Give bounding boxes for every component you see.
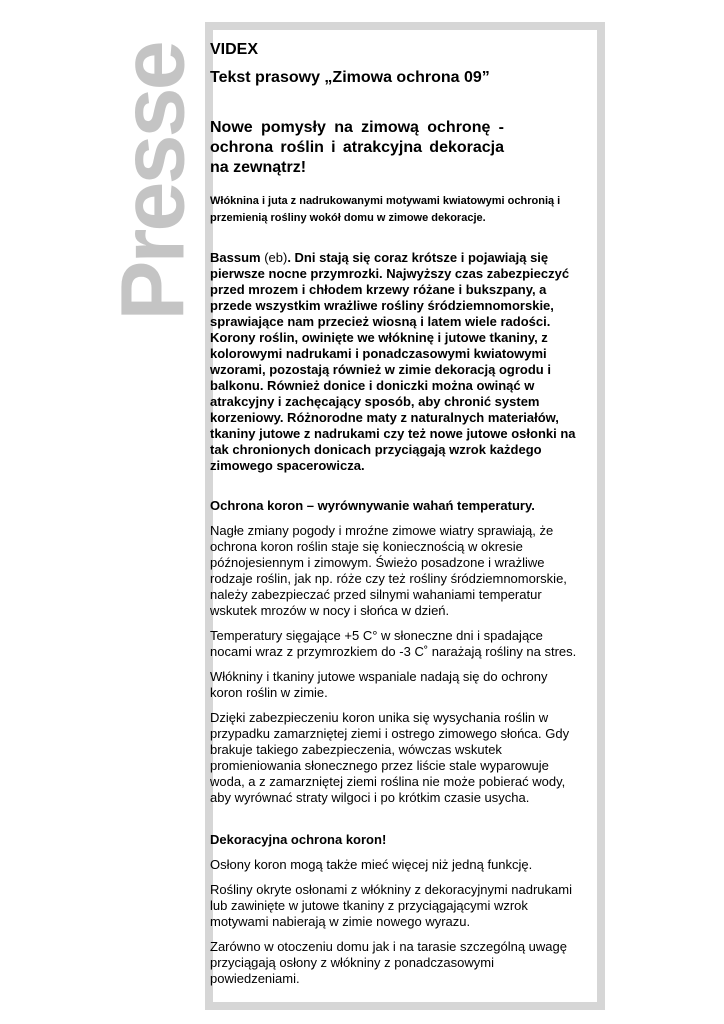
intro-paragraph xyxy=(210,250,582,474)
document-content xyxy=(210,40,582,987)
section1-paragraph: Dzięki zabezpieczeniu koron unika się wysychania roślin w przypadku zamarzniętej ziemi i ostrego zimowego słońca. Gdy brakuje takiego zabezpieczenia, wówczas wskutek promieniowania słonecznego przez liście stale wyparowuje woda, a z zamarzniętej ziemi roślina nie może pobierać wody, aby wyrównać straty wilgoci i po krótkim czasie usycha. xyxy=(210,710,570,805)
section2-paragraph: Osłony koron mogą także mieć więcej niż jedną funkcję. xyxy=(210,857,533,872)
intro-agency: (eb) xyxy=(260,250,288,265)
brand-name: VIDEX xyxy=(210,41,259,58)
section1-paragraph: Temperatury sięgające +5 C° w słoneczne dni i spadające nocami wraz z przymrozkiem do -3 C˚ narażają rośliny na stres. xyxy=(210,628,577,659)
section1-title: Ochrona koron – wyrównywanie wahań temperatury. xyxy=(210,498,535,513)
release-title: Tekst prasowy „Zimowa ochrona 09” xyxy=(210,69,490,86)
intro-place: Bassum xyxy=(210,250,261,265)
section1-paragraph: Włókniny i tkaniny jutowe wspaniale nadają się do ochrony koron roślin w zimie. xyxy=(210,669,548,700)
headline: Nowe pomysły na zimową ochronę - ochrona roślin i atrakcyjna dekoracja na zewnątrz! xyxy=(210,119,504,176)
presse-sidebar-label xyxy=(103,22,204,342)
presse-text: Presse xyxy=(103,43,204,321)
section1-paragraph: Nagłe zmiany pogody i mroźne zimowe wiatry sprawiają, że ochrona koron roślin staje się koniecznością w okresie późnojesiennym i zimowym. Świeżo posadzone i wrażliwe rodzaje roślin, jak np. róże czy też rośliny śródziemnomorskie, należy zabezpieczać przed silnymi wahaniami temperatur wskutek mrozów w nocy i słońca w dzień. xyxy=(210,523,567,618)
section2-title: Dekoracyjna ochrona koron! xyxy=(210,832,387,847)
intro-text: . Dni stają się coraz krótsze i pojawiają się pierwsze nocne przymrozki. Najwyższy czas zabezpieczyć przed mrozem i chłodem krzewy różane i bukszpany, a przede wszystkim wrażliwe rośliny śródziemnomorskie, sprawiające nam przecież wiosną i latem wiele radości. Korony roślin, owinięte we włókninę i jutowe tkaniny, z kolorowymi nadrukami i ponadczasowymi kwiatowymi wzorami, pozostają również w zimie dekoracją ogrodu i balkonu. Również donice i doniczki można owinąć w atrakcyjny i zachęcający sposób, aby chronić system korzeniowy. Różnorodne maty z naturalnych materiałów, tkaniny jutowe z nadrukami czy też nowe jutowe osłonki na tak chronionych donicach przyciągają wzrok każdego zimowego spacerowicza. xyxy=(210,250,576,473)
lead-text: Włóknina i juta z nadrukowanymi motywami kwiatowymi ochronią i przemienią rośliny wokół domu w zimowe dekoracje. xyxy=(210,195,561,224)
section2-paragraph: Rośliny okryte osłonami z włókniny z dekoracyjnymi nadrukami lub zawinięte w jutowe tkaniny z przyciągającymi wzrok motywami nabierają w zimie nowego wyrazu. xyxy=(210,882,572,929)
section2-paragraph: Zarówno w otoczeniu domu jak i na tarasie szczególną uwagę przyciągają osłony z włókniny z ponadczasowymi powiedzeniami. xyxy=(210,939,567,986)
